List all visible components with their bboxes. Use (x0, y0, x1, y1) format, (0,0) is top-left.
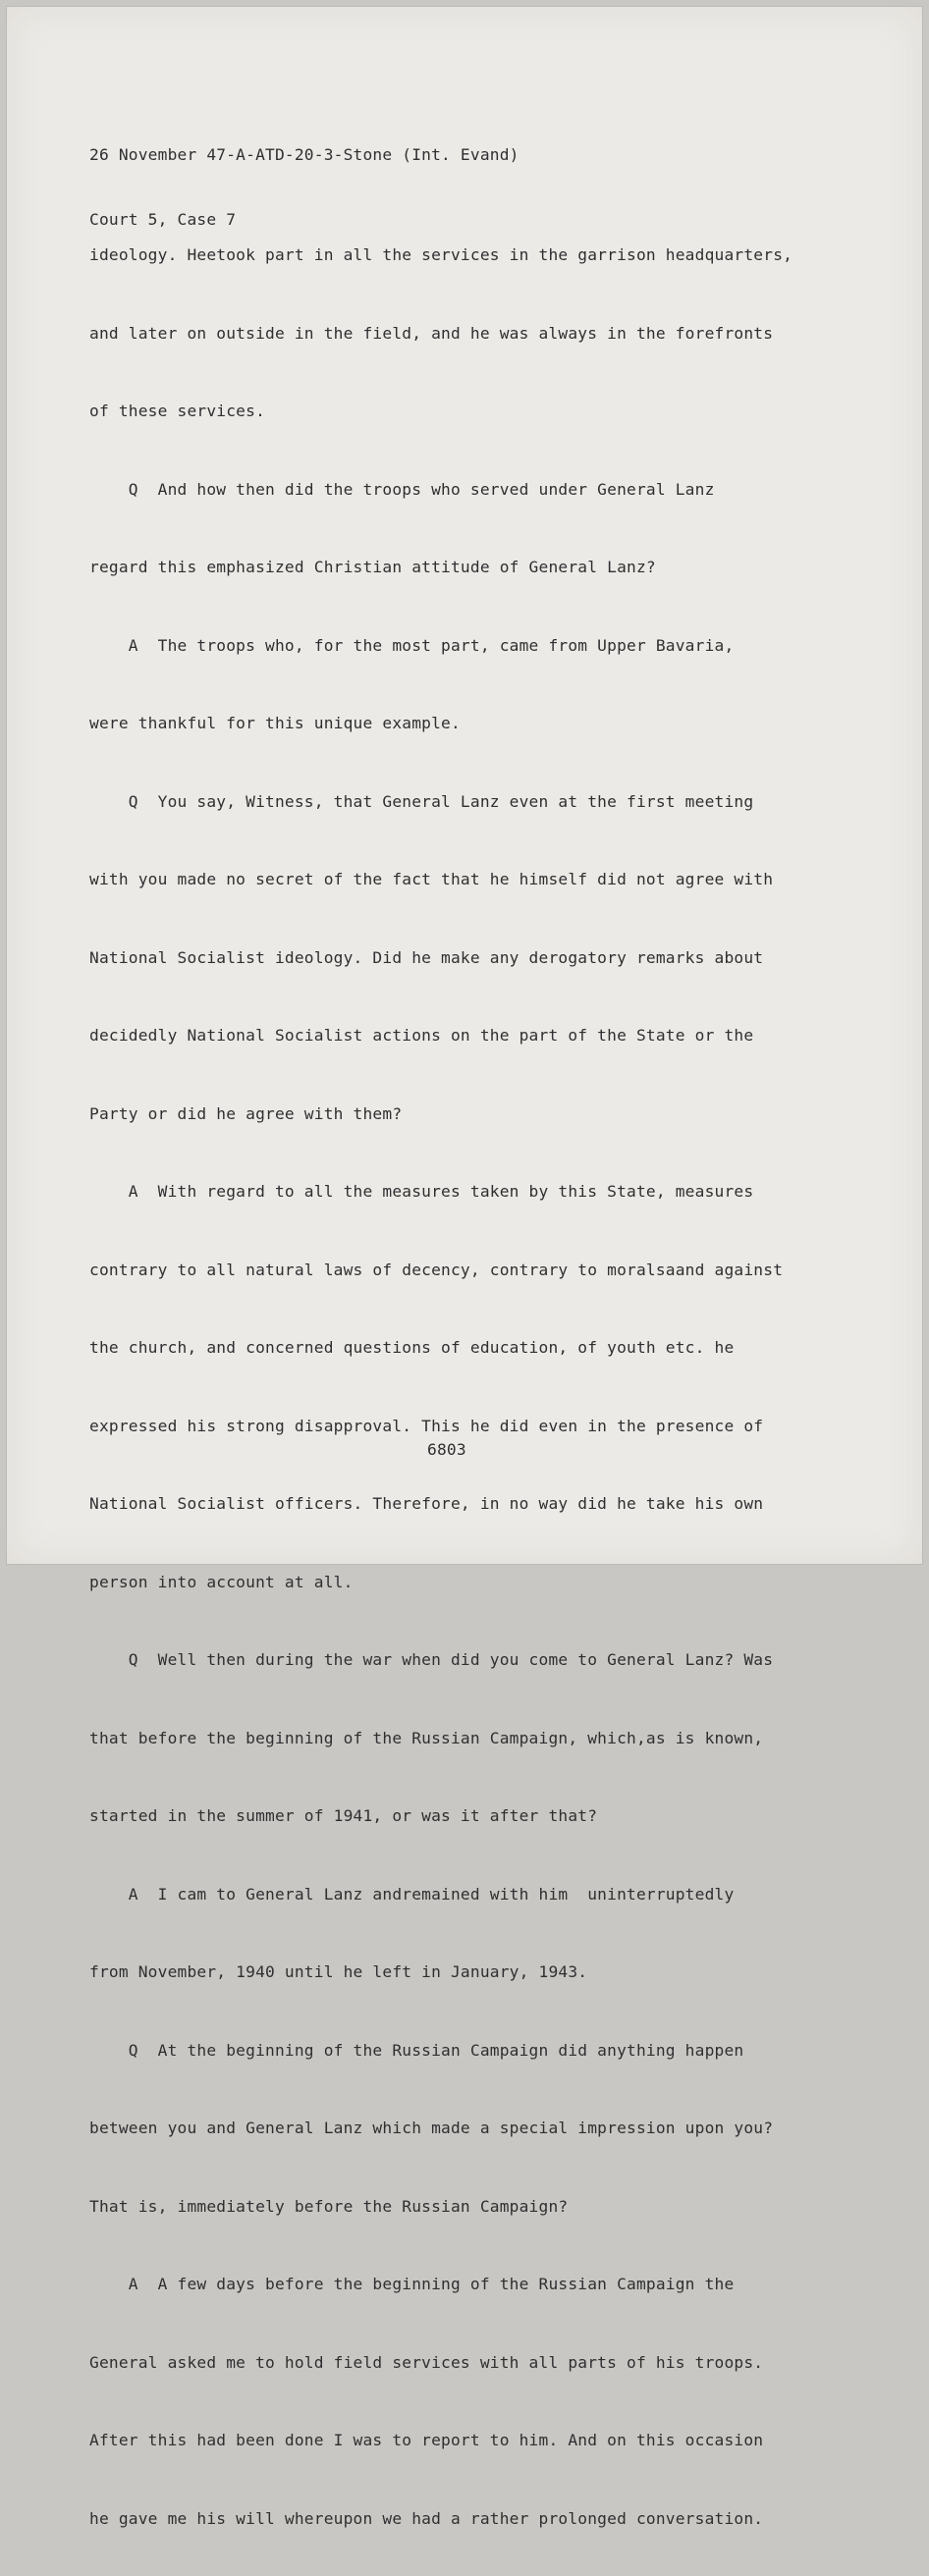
document-page (6, 6, 923, 2528)
transcript-line: National Socialist ideology. Did he make any derogatory remarks about (89, 947, 764, 967)
transcript-line: Q And how then did the troops who served under General Lanz (89, 479, 715, 499)
transcript-line: Party or did he agree with them? (89, 1103, 403, 1123)
transcript-line: A A few days before the beginning of the Russian Campaign the (89, 2275, 735, 2293)
transcript-line: and later on outside in the field, and he was always in the forefronts (89, 323, 774, 343)
transcript-line: contrary to all natural laws of decency, contrary to moralsaand against (89, 1260, 784, 1279)
transcript-line: National Socialist officers. Therefore, in no way did he take his own (89, 1494, 764, 1513)
transcript-line: person into account at all. (89, 1572, 354, 1591)
transcript-line: Q You say, Witness, that General Lanz even at the first meeting (89, 791, 754, 811)
transcript-line: he gave me his will whereupon we had a rather prolonged conversation. (89, 2508, 764, 2528)
transcript-line: After this had been done I was to report to him. And on this occasion (89, 2431, 764, 2449)
transcript-line: that before the beginning of the Russian Campaign, which,as is known, (89, 1728, 764, 1747)
transcript-line: were thankful for this unique example. (89, 714, 461, 732)
transcript-line: of these services. (89, 402, 266, 420)
header-court-case: Court 5, Case 7 (89, 210, 237, 229)
transcript-line: from November, 1940 until he left in January, 1943. (89, 1962, 588, 1981)
transcript-line: Q Well then during the war when did you come to General Lanz? Was (89, 1650, 774, 1669)
transcript-line: A The troops who, for the most part, came from Upper Bavaria, (89, 635, 735, 655)
transcript-line: with you made no secret of the fact that he himself did not agree with (89, 870, 774, 888)
transcript-line: regard this emphasized Christian attitude of General Lanz? (89, 558, 656, 576)
transcript-line: started in the summer of 1941, or was it after that? (89, 1806, 598, 1825)
transcript-line: Q At the beginning of the Russian Campaign did anything happen (89, 2040, 744, 2060)
transcript-line: That is, immediately before the Russian Campaign? (89, 2196, 569, 2216)
transcript-line: A With regard to all the measures taken by this State, measures (89, 1182, 754, 1201)
transcript-line: ideology. Heetook part in all the services in the garrison headquarters, (89, 245, 793, 264)
transcript-line: General asked me to hold field services with all parts of his troops. (89, 2352, 764, 2372)
transcript-line: between you and General Lanz which made a special impression upon you? (89, 2119, 774, 2137)
transcript-line: A I cam to General Lanz andremained with him uninterruptedly (89, 1884, 735, 1904)
header-date-reference: 26 November 47-A-ATD-20-3-Stone (Int. Evand) (89, 145, 519, 164)
transcript-line: the church, and concerned questions of education, of youth etc. he (89, 1338, 735, 1357)
transcript-line: expressed his strong disapproval. This he did even in the presence of (89, 1416, 764, 1435)
transcript-body (89, 197, 836, 2576)
page-number: 6803 (427, 1440, 466, 1459)
transcript-line: decidedly National Socialist actions on the part of the State or the (89, 1026, 754, 1045)
